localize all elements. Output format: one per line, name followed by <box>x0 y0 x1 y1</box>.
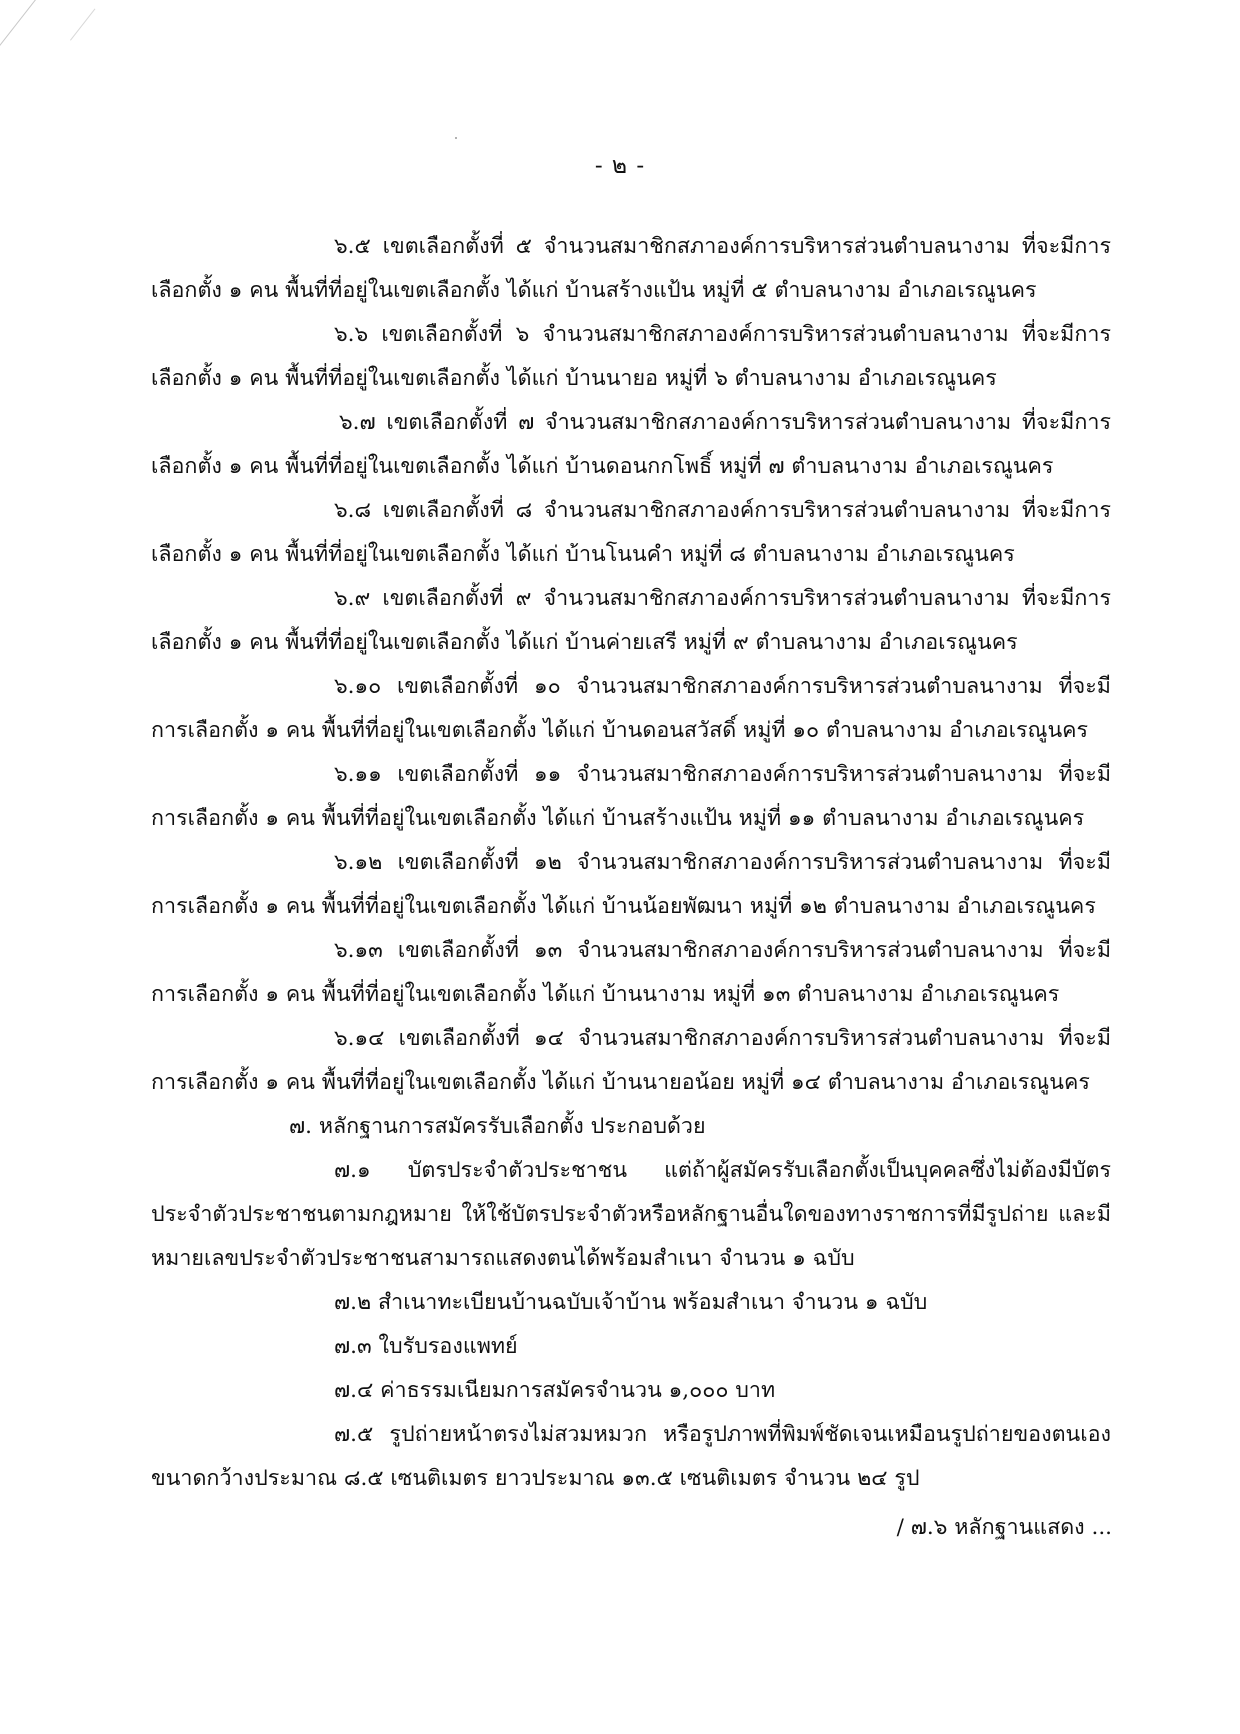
paragraph-6-6: ๖.๖ เขตเลือกตั้งที่ ๖ จำนวนสมาชิกสภาองค์การบริหารส่วนตำบลนางาม ที่จะมีการเลือกตั้ง ๑ คน พื้นที่ที่อยู่ในเขตเลือกตั้ง ได้แก่ บ้านนายอ หมู่ที่ ๖ ตำบลนางาม อำเภอเรณูนคร <box>151 322 1111 391</box>
paragraph-6-11: ๖.๑๑ เขตเลือกตั้งที่ ๑๑ จำนวนสมาชิกสภาองค์การบริหารส่วนตำบลนางาม ที่จะมีการเลือกตั้ง ๑ คน พื้นที่ที่อยู่ในเขตเลือกตั้ง ได้แก่ บ้านสร้างแป้น หมู่ที่ ๑๑ ตำบลนางาม อำเภอเรณูนคร <box>151 762 1111 831</box>
paragraph-7-1: ๗.๑ บัตรประจำตัวประชาชน แต่ถ้าผู้สมัครรับเลือกตั้งเป็นบุคคลซึ่งไม่ต้องมีบัตรประจำตัวประชาชนตามกฎหมาย ให้ใช้บัตรประจำตัวหรือหลักฐานอื่นใดของทางราชการที่มีรูปถ่าย และมีหมายเลขประจำตัวประชาชนสามารถแสดงตนได้พร้อมสำเนา จำนวน ๑ ฉบับ <box>151 1158 1111 1271</box>
document-body <box>151 225 1111 1501</box>
scan-artifact-line <box>70 8 95 40</box>
continuation-note: / ๗.๖ หลักฐานแสดง ... <box>896 1515 1112 1540</box>
paragraph-7-3: ๗.๓ ใบรับรองแพทย์ <box>334 1334 518 1359</box>
paragraph-6-13: ๖.๑๓ เขตเลือกตั้งที่ ๑๓ จำนวนสมาชิกสภาองค์การบริหารส่วนตำบลนางาม ที่จะมีการเลือกตั้ง ๑ คน พื้นที่ที่อยู่ในเขตเลือกตั้ง ได้แก่ บ้านนางาม หมู่ที่ ๑๓ ตำบลนางาม อำเภอเรณูนคร <box>151 938 1111 1007</box>
paragraph-6-12: ๖.๑๒ เขตเลือกตั้งที่ ๑๒ จำนวนสมาชิกสภาองค์การบริหารส่วนตำบลนางาม ที่จะมีการเลือกตั้ง ๑ คน พื้นที่ที่อยู่ในเขตเลือกตั้ง ได้แก่ บ้านน้อยพัฒนา หมู่ที่ ๑๒ ตำบลนางาม อำเภอเรณูนคร <box>151 850 1111 919</box>
paragraph-7-4: ๗.๔ ค่าธรรมเนียมการสมัครจำนวน ๑,๐๐๐ บาท <box>334 1378 776 1403</box>
scan-artifact-speck <box>455 137 457 139</box>
paragraph-6-7: ๖.๗ เขตเลือกตั้งที่ ๗ จำนวนสมาชิกสภาองค์การบริหารส่วนตำบลนางาม ที่จะมีการเลือกตั้ง ๑ คน พื้นที่ที่อยู่ในเขตเลือกตั้ง ได้แก่ บ้านดอนกกโพธิ์ หมู่ที่ ๗ ตำบลนางาม อำเภอเรณูนคร <box>151 410 1111 479</box>
page-number: - ๒ - <box>594 153 646 179</box>
paragraph-6-5: ๖.๕ เขตเลือกตั้งที่ ๕ จำนวนสมาชิกสภาองค์การบริหารส่วนตำบลนางาม ที่จะมีการเลือกตั้ง ๑ คน พื้นที่ที่อยู่ในเขตเลือกตั้ง ได้แก่ บ้านสร้างแป้น หมู่ที่ ๕ ตำบลนางาม อำเภอเรณูนคร <box>151 234 1111 303</box>
paragraph-6-8: ๖.๘ เขตเลือกตั้งที่ ๘ จำนวนสมาชิกสภาองค์การบริหารส่วนตำบลนางาม ที่จะมีการเลือกตั้ง ๑ คน พื้นที่ที่อยู่ในเขตเลือกตั้ง ได้แก่ บ้านโนนคำ หมู่ที่ ๘ ตำบลนางาม อำเภอเรณูนคร <box>151 498 1111 567</box>
paragraph-7-5: ๗.๕ รูปถ่ายหน้าตรงไม่สวมหมวก หรือรูปภาพที่พิมพ์ชัดเจนเหมือนรูปถ่ายของตนเองขนาดกว้างประมาณ ๘.๕ เซนติเมตร ยาวประมาณ ๑๓.๕ เซนติเมตร จำนวน ๒๔ รูป <box>151 1422 1111 1491</box>
section-7-heading: ๗. หลักฐานการสมัครรับเลือกตั้ง ประกอบด้วย <box>289 1114 706 1139</box>
scan-artifact-line <box>0 0 67 71</box>
paragraph-6-14: ๖.๑๔ เขตเลือกตั้งที่ ๑๔ จำนวนสมาชิกสภาองค์การบริหารส่วนตำบลนางาม ที่จะมีการเลือกตั้ง ๑ คน พื้นที่ที่อยู่ในเขตเลือกตั้ง ได้แก่ บ้านนายอน้อย หมู่ที่ ๑๔ ตำบลนางาม อำเภอเรณูนคร <box>151 1026 1111 1095</box>
paragraph-6-10: ๖.๑๐ เขตเลือกตั้งที่ ๑๐ จำนวนสมาชิกสภาองค์การบริหารส่วนตำบลนางาม ที่จะมีการเลือกตั้ง ๑ คน พื้นที่ที่อยู่ในเขตเลือกตั้ง ได้แก่ บ้านดอนสวัสดิ์ หมู่ที่ ๑๐ ตำบลนางาม อำเภอเรณูนคร <box>151 674 1111 743</box>
paragraph-6-9: ๖.๙ เขตเลือกตั้งที่ ๙ จำนวนสมาชิกสภาองค์การบริหารส่วนตำบลนางาม ที่จะมีการเลือกตั้ง ๑ คน พื้นที่ที่อยู่ในเขตเลือกตั้ง ได้แก่ บ้านค่ายเสรี หมู่ที่ ๙ ตำบลนางาม อำเภอเรณูนคร <box>151 586 1111 655</box>
paragraph-7-2: ๗.๒ สำเนาทะเบียนบ้านฉบับเจ้าบ้าน พร้อมสำเนา จำนวน ๑ ฉบับ <box>334 1290 928 1315</box>
